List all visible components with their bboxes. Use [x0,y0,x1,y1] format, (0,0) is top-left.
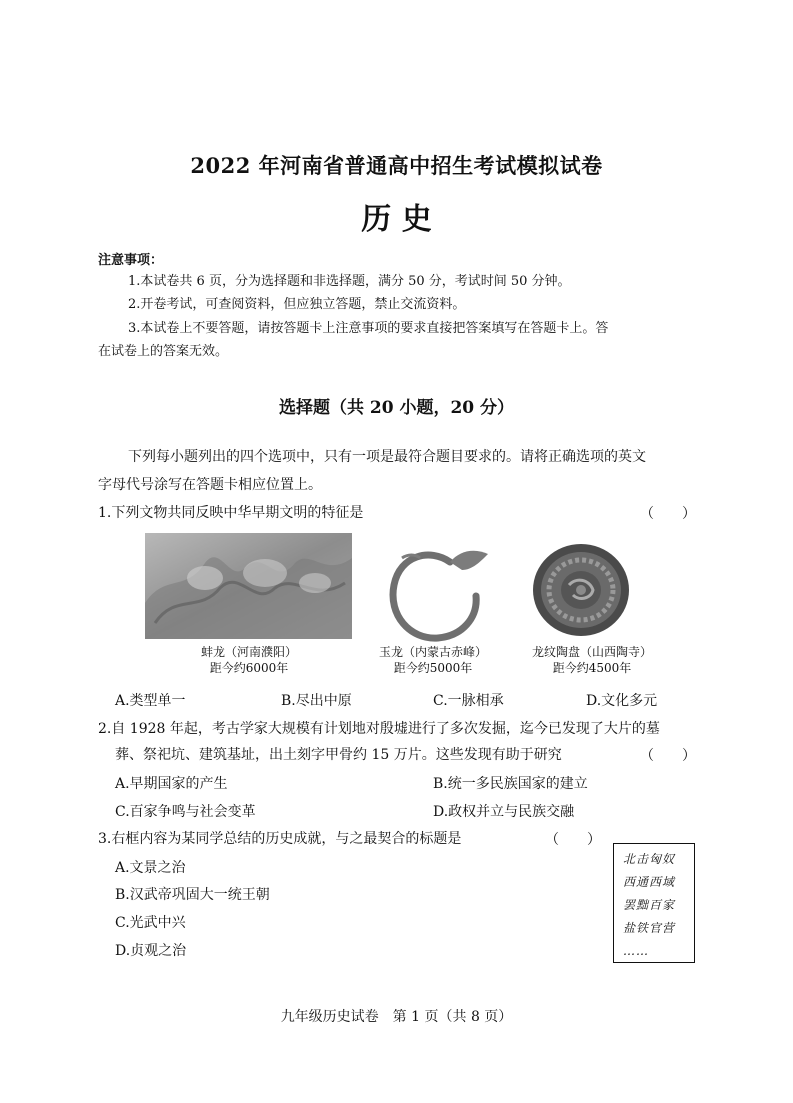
q3-option-b[interactable]: B.汉武帝巩固大一统王朝 [115,887,270,903]
page-footer: 九年级历史试卷 第 1 页（共 8 页） [280,1009,513,1025]
section-instruction: 下列每小题列出的四个选项中，只有一项是最符合题目要求的。请将正确选项的英文 [128,449,646,465]
q3-option-a[interactable]: A.文景之治 [115,860,186,876]
section-instruction-cont: 字母代号涂写在答题卡相应位置上。 [98,477,322,493]
q1-option-d[interactable]: D.文化多元 [586,693,658,709]
shell-dragon-image [145,533,352,639]
image-1-caption-line-2: 距今约6000年 [209,661,289,675]
note-item-3: 3.本试卷上不要答题，请按答题卡上注意事项的要求直接把答案填写在答题卡上。答 [128,321,609,336]
image-2-caption-line-1: 玉龙（内蒙古赤峰） [378,645,487,659]
q2-option-a[interactable]: A.早期国家的产生 [115,776,228,792]
q1-option-c[interactable]: C.一脉相承 [433,693,504,709]
image-3-caption-line-1: 龙纹陶盘（山西陶寺） [531,645,652,659]
q1-stem: 1.下列文物共同反映中华早期文明的特征是 [98,505,364,521]
q2-option-b[interactable]: B.统一多民族国家的建立 [433,776,588,792]
q3-option-d[interactable]: D.贞观之治 [115,943,187,959]
q2-stem-cont: 葬、祭祀坑、建筑基址，出土刻字甲骨约 15 万片。这些发现有助于研究 [115,747,562,763]
q1-option-b[interactable]: B.尽出中原 [281,693,352,709]
image-1-caption-line-1: 蚌龙（河南濮阳） [200,645,297,659]
image-2-caption [363,644,503,676]
jade-dragon-image [380,540,490,645]
q3-summary-box [613,843,695,963]
image-1-caption [179,644,319,676]
q2-stem: 2.自 1928 年起，考古学家大规模有计划地对殷墟进行了多次发掘，迄今已发现了大片的墓 [98,721,660,737]
image-3-caption-line-2: 距今约4500年 [552,661,632,675]
note-item-2: 2.开卷考试，可查阅资料，但应独立答题，禁止交流资料。 [128,297,466,312]
q3-answer-paren: （ ） [545,832,601,848]
q2-answer-paren: （ ） [640,748,696,764]
q1-option-a[interactable]: A.类型单一 [115,693,186,709]
subject-title: 历 史 [361,202,432,237]
q2-option-c[interactable]: C.百家争鸣与社会变革 [115,804,256,820]
box-line-3: 罢黜百家 [623,898,676,912]
section-title: 选择题（共 20 小题，20 分） [278,398,515,418]
q3-stem: 3.右框内容为某同学总结的历史成就，与之最契合的标题是 [98,831,462,847]
image-2-caption-line-2: 距今约5000年 [393,661,473,675]
q2-option-d[interactable]: D.政权并立与民族交融 [433,804,575,820]
q1-answer-paren: （ ） [640,506,696,522]
note-item-1: 1.本试卷共 6 页，分为选择题和非选择题，满分 50 分，考试时间 50 分钟。 [128,274,571,289]
box-line-4: 盐铁官营 [623,921,676,935]
exam-title: 2022 年河南省普通高中招生考试模拟试卷 [190,153,603,178]
q3-option-c[interactable]: C.光武中兴 [115,915,186,931]
image-3-caption [522,644,662,676]
box-line-2: 西通西域 [623,875,676,889]
box-line-5: …… [623,944,649,958]
note-item-3-cont: 在试卷上的答案无效。 [98,344,229,359]
pottery-plate-image [531,535,631,640]
notes-heading: 注意事项： [98,253,164,268]
box-line-1: 北击匈奴 [623,852,676,866]
